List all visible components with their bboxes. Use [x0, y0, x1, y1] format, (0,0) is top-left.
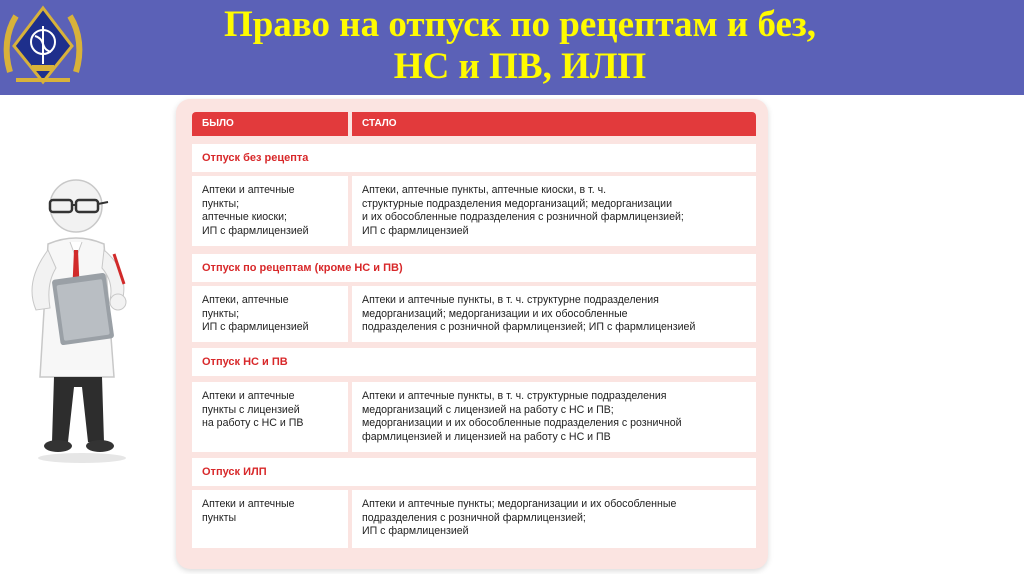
emblem-logo-icon — [2, 2, 84, 92]
cell-after-prescription: Аптеки и аптечные пункты, в т. ч. структурне подразделения медорганизаций; медорганизации и их обособленные подразделения с розничной фармлицензией; ИП с фармлицензией — [352, 286, 756, 342]
header-bar — [0, 0, 1024, 95]
slide-title-line1: Право на отпуск по рецептам и без, — [223, 4, 817, 45]
slide-title-line2: НС и ПВ, ИЛП — [393, 46, 647, 87]
cell-after-ilp: Аптеки и аптечные пункты; медорганизации и их обособленные подразделения с розничной фармлицензией; ИП с фармлицензией — [352, 490, 756, 548]
cell-after-otc: Аптеки, аптечные пункты, аптечные киоски, в т. ч. структурные подразделения медорганизаций; медорганизации и их обособленные подразделения с розничной фармлицензией; ИП с фармлицензией — [352, 176, 756, 246]
cell-before-ilp: Аптеки и аптечные пункты — [192, 490, 348, 548]
section-title-narcotics: Отпуск НС и ПВ — [192, 348, 756, 376]
section-title-ilp: Отпуск ИЛП — [192, 458, 756, 486]
cell-after-narcotics: Аптеки и аптечные пункты, в т. ч. структурные подразделения медорганизаций с лицензией на работу с НС и ПВ; медорганизации и их обособленные подразделения с розничной фармлицензией и лицензией на работу с НС и ПВ — [352, 382, 756, 452]
cell-before-otc: Аптеки и аптечные пункты; аптечные киоски; ИП с фармлицензией — [192, 176, 348, 246]
section-title-otc: Отпуск без рецепта — [192, 144, 756, 172]
section-title-prescription: Отпуск по рецептам (кроме НС и ПВ) — [192, 254, 756, 282]
slide-title — [100, 4, 940, 88]
doctor-figure-icon — [18, 172, 146, 464]
column-header-after: СТАЛО — [352, 112, 756, 136]
cell-before-narcotics: Аптеки и аптечные пункты с лицензией на работу с НС и ПВ — [192, 382, 348, 452]
cell-before-prescription: Аптеки, аптечные пункты; ИП с фармлицензией — [192, 286, 348, 342]
column-header-before: БЫЛО — [192, 112, 348, 136]
